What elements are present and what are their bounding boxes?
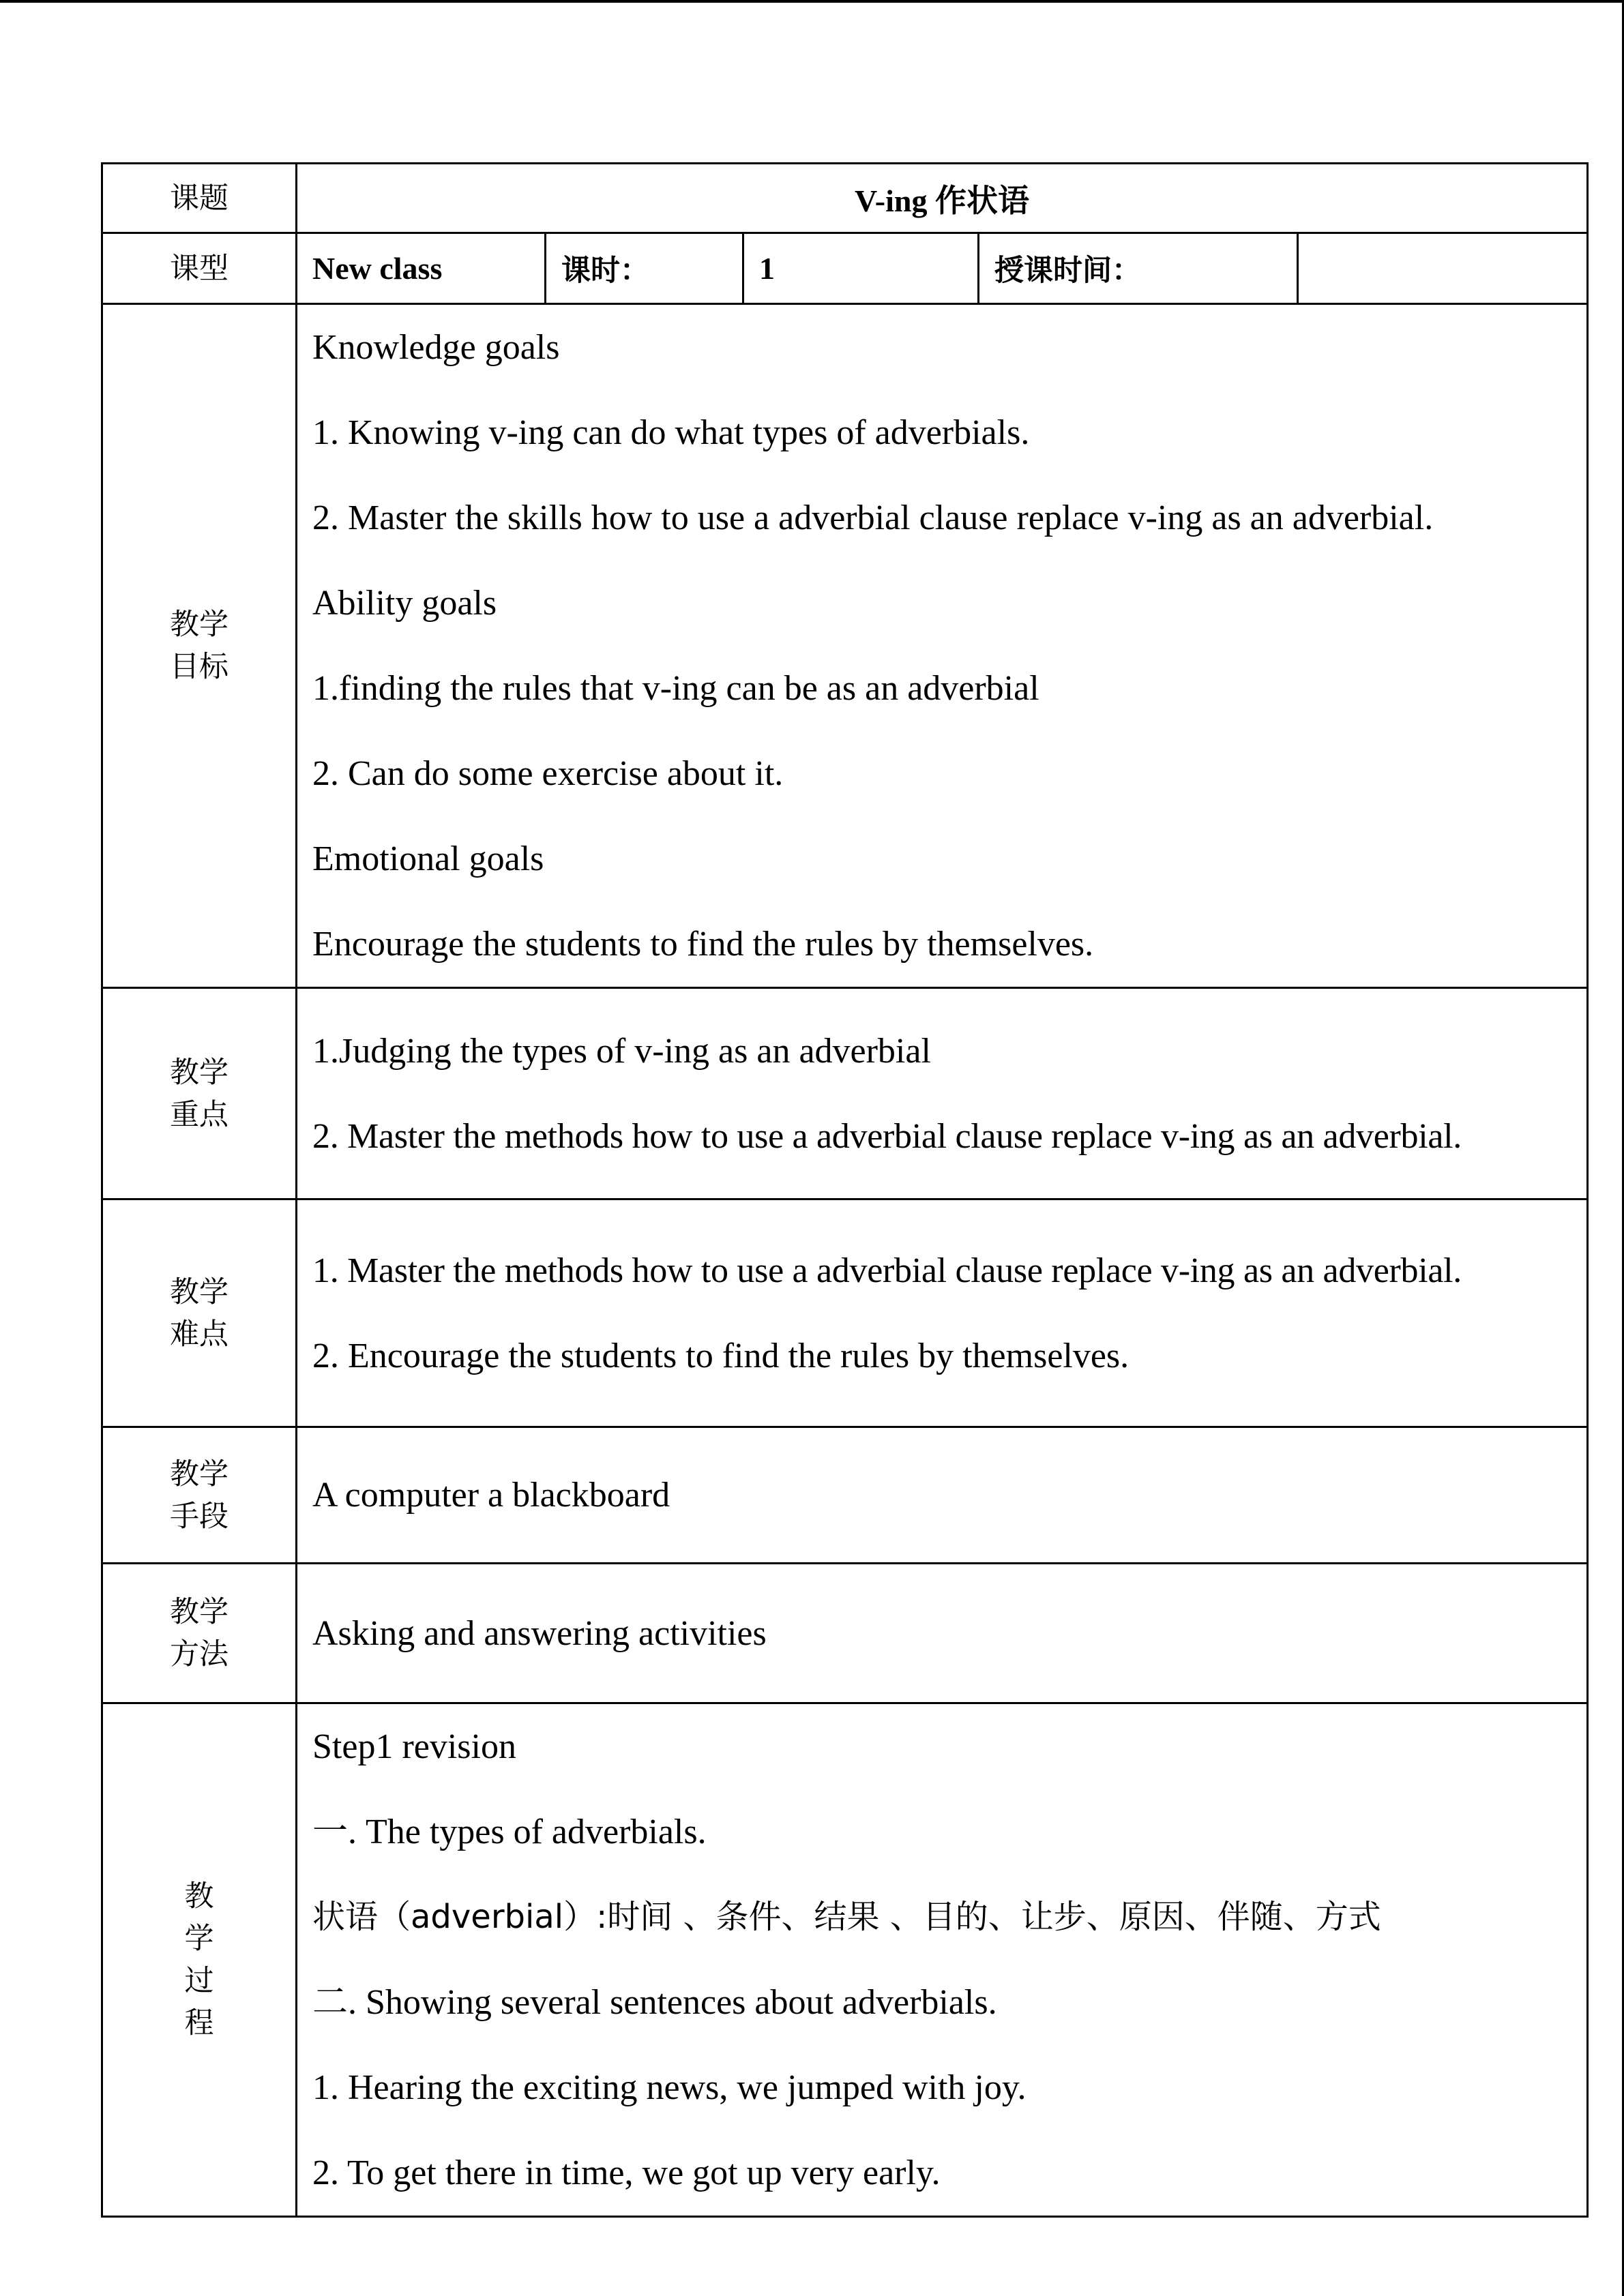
goals-line: 2. Master the skills how to use a adverbial clause replace v-ing as an adverbial. <box>312 498 1434 537</box>
process-line: 一. The types of adverbials. <box>312 1813 707 1851</box>
means-label: 教学手段 <box>102 1427 297 1564</box>
difficulties-line: 2. Encourage the students to find the rules by themselves. <box>312 1336 1130 1375</box>
key-points-label: 教学重点 <box>102 988 297 1199</box>
type-label: 课型 <box>102 233 297 304</box>
lesson-plan-table <box>101 162 1589 2218</box>
period-label: 课时： <box>546 233 743 304</box>
methods-label: 教学方法 <box>102 1564 297 1703</box>
process-line: 1. Hearing the exciting news, we jumped with joy. <box>312 2068 1027 2107</box>
date-label: 授课时间： <box>979 233 1298 304</box>
page-top-border <box>0 0 1624 3</box>
methods-text: Asking and answering activities <box>312 1613 767 1653</box>
type-row <box>102 233 1588 304</box>
goals-line: 1.finding the rules that v-ing can be as an adverbial <box>312 669 1039 708</box>
date-value <box>1298 233 1588 304</box>
difficulties-line: 1. Master the methods how to use a adverbial clause replace v-ing as an adverbial. <box>312 1251 1462 1290</box>
key-points-content <box>297 988 1588 1199</box>
difficulties-label: 教学难点 <box>102 1199 297 1427</box>
period-value: 1 <box>743 233 979 304</box>
goals-content <box>297 304 1588 988</box>
difficulties-content <box>297 1199 1588 1427</box>
process-line: 2. To get there in time, we got up very early. <box>312 2153 941 2192</box>
goals-line: 1. Knowing v-ing can do what types of adverbials. <box>312 413 1030 452</box>
key-points-row <box>102 988 1588 1199</box>
topic-label: 课题 <box>102 164 297 233</box>
process-line: 二. Showing several sentences about adverbials. <box>312 1983 997 2022</box>
goals-line: Ability goals <box>312 584 497 623</box>
process-label: 教学过程 <box>102 1703 297 2217</box>
type-value: New class <box>297 233 546 304</box>
goals-line: Encourage the students to find the rules by themselves. <box>312 925 1094 964</box>
goals-label: 教学目标 <box>102 304 297 988</box>
goals-row <box>102 304 1588 988</box>
process-line: Step1 revision <box>312 1727 516 1766</box>
means-content <box>297 1427 1588 1564</box>
process-content <box>297 1703 1588 2217</box>
key-points-line: 2. Master the methods how to use a adverbial clause replace v-ing as an adverbial. <box>312 1116 1462 1156</box>
difficulties-row <box>102 1199 1588 1427</box>
goals-line: Emotional goals <box>312 839 544 878</box>
topic-row <box>102 164 1588 233</box>
means-row <box>102 1427 1588 1564</box>
process-line: 状语（adverbial）:时间 、条件、结果 、目的、让步、原因、伴随、方式 <box>312 1898 1381 1936</box>
goals-line: Knowledge goals <box>312 328 560 367</box>
methods-row <box>102 1564 1588 1703</box>
topic-value: V-ing 作状语 <box>297 164 1588 233</box>
methods-content <box>297 1564 1588 1703</box>
process-row <box>102 1703 1588 2217</box>
key-points-line: 1.Judging the types of v-ing as an adverbial <box>312 1031 931 1071</box>
means-text: A computer a blackboard <box>312 1476 670 1515</box>
goals-line: 2. Can do some exercise about it. <box>312 754 784 793</box>
